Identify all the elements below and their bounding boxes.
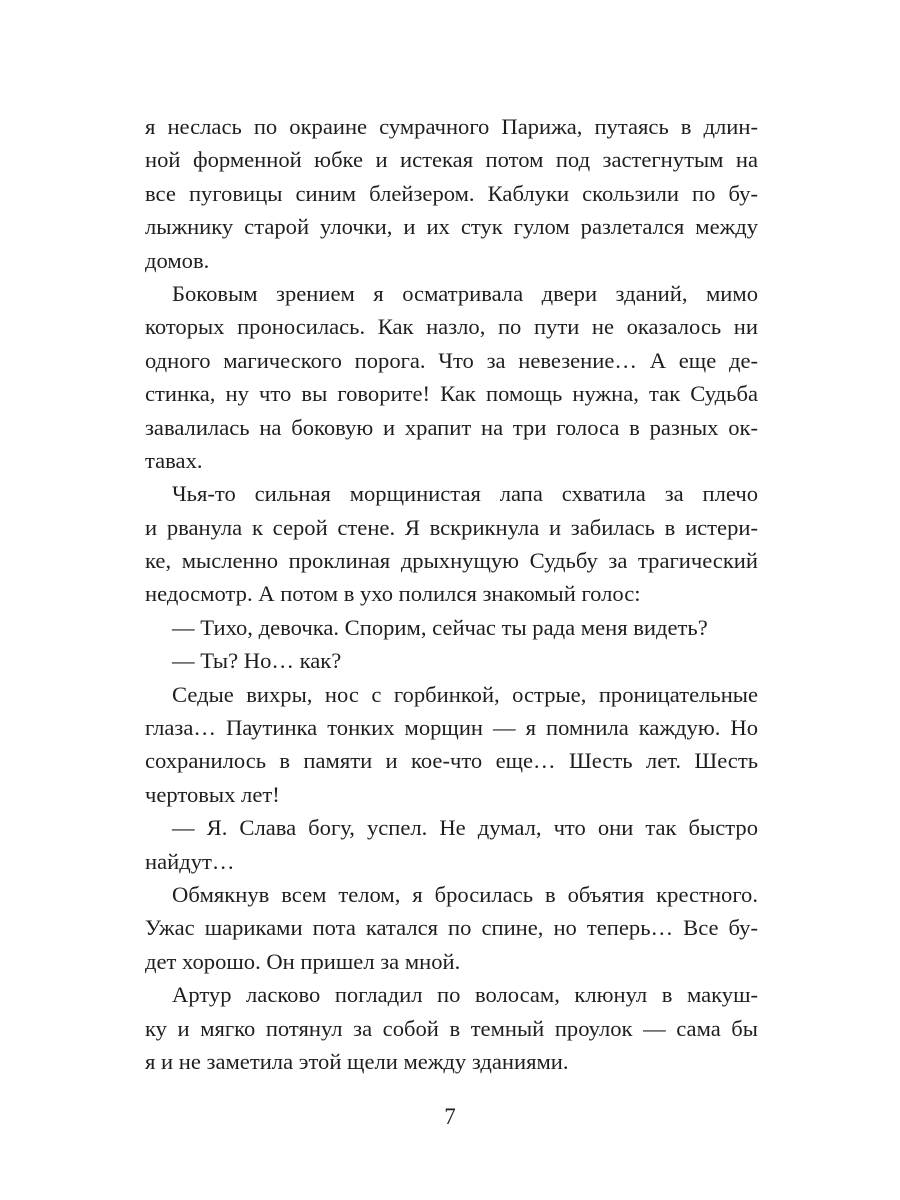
text-line: Артур ласково погладил по волосам, клюнул в макуш- (172, 982, 758, 1008)
text-line: — Я. Слава богу, успел. Не думал, что они так быстро (172, 815, 758, 841)
body-text (145, 110, 758, 1078)
text-line: Чья-то сильная морщинистая лапа схватила за плечо (172, 481, 758, 507)
text-line: и рванула к серой стене. Я вскрикнула и забилась в истери- (145, 514, 758, 540)
text-line: Обмякнув всем телом, я бросилась в объятия крестного. (172, 881, 758, 907)
text-line: одного магического порога. Что за невезение… А еще де- (145, 347, 758, 373)
text-line: я и не заметила этой щели между зданиями. (145, 1048, 569, 1074)
text-line: которых проносилась. Как назло, по пути не оказалось ни (145, 314, 758, 340)
text-line: Седые вихры, нос с горбинкой, острые, проницательные (172, 681, 758, 707)
text-line: глаза… Паутинка тонких морщин — я помнила каждую. Но (145, 715, 758, 741)
text-line: — Ты? Но… как? (172, 648, 342, 674)
text-line: сохранилось в памяти и кое-что еще… Шесть лет. Шесть (145, 748, 758, 774)
text-line: найдут… (145, 848, 235, 874)
text-line: тавах. (145, 447, 203, 473)
text-line: завалилась на боковую и храпит на три голоса в разных ок- (145, 414, 758, 440)
text-line: домов. (145, 247, 210, 273)
text-line: чертовых лет! (145, 781, 280, 807)
text-line: ку и мягко потянул за собой в темный проулок — сама бы (145, 1015, 758, 1041)
text-line: дет хорошо. Он пришел за мной. (145, 948, 461, 974)
page-number: 7 (444, 1104, 456, 1129)
text-line: Ужас шариками пота катался по спине, но теперь… Все бу- (145, 915, 758, 941)
text-line: ной форменной юбке и истекая потом под застегнутым на (145, 147, 758, 173)
text-line: я неслась по окраине сумрачного Парижа, путаясь в длин- (145, 114, 758, 139)
text-line: — Тихо, девочка. Спорим, сейчас ты рада меня видеть? (172, 614, 708, 640)
text-line: недосмотр. А потом в ухо полился знакомый голос: (145, 581, 641, 607)
text-line: все пуговицы синим блейзером. Каблуки скользили по бу- (145, 180, 758, 206)
text-line: Боковым зрением я осматривала двери зданий, мимо (172, 280, 758, 306)
text-line: стинка, ну что вы говорите! Как помощь нужна, так Судьба (145, 381, 758, 407)
text-line: лыжнику старой улочки, и их стук гулом разлетался между (145, 214, 758, 240)
text-line: ке, мысленно проклиная дрыхнущую Судьбу за трагический (145, 548, 758, 574)
